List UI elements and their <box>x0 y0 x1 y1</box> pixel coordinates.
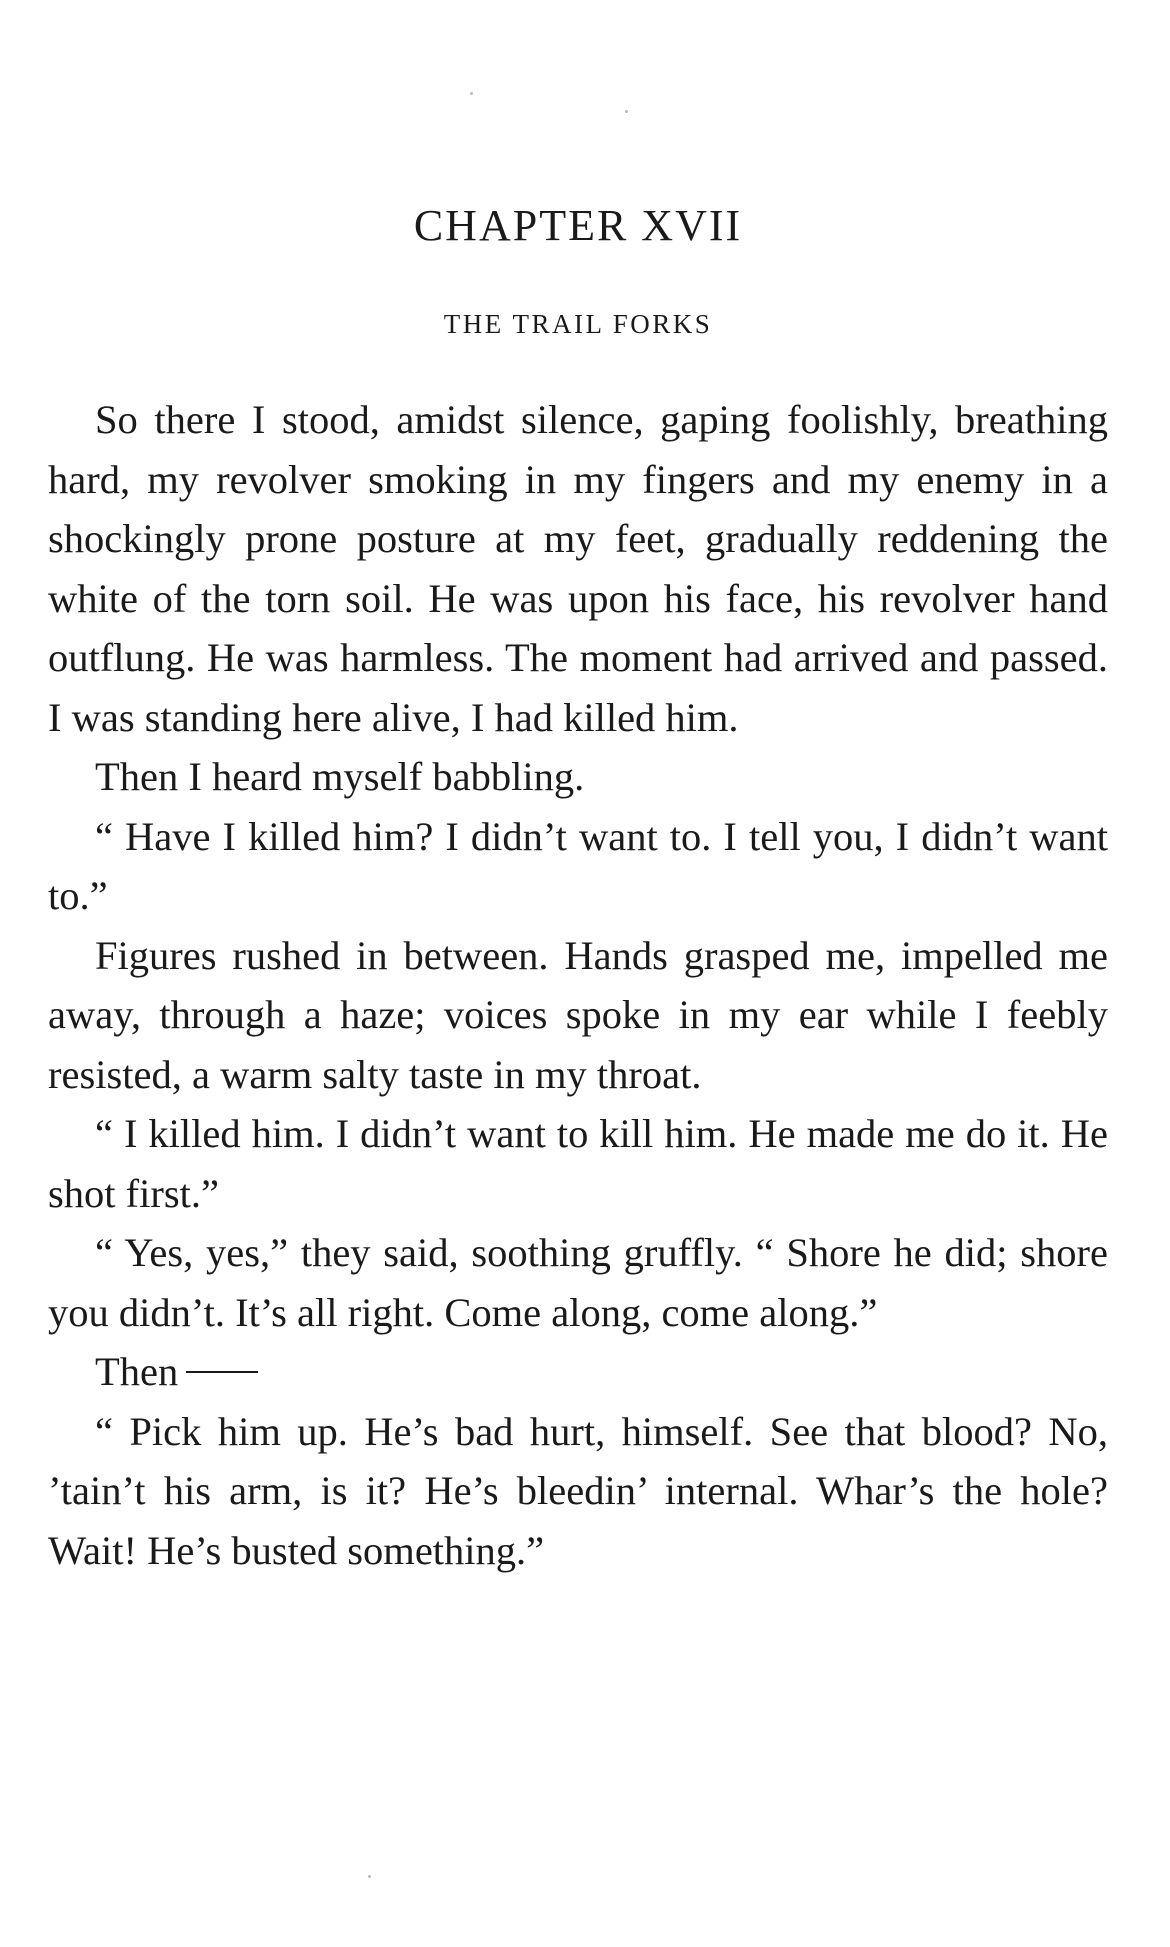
paragraph: “ Pick him up. He’s bad hurt, himself. See that blood? No, ’tain’t his arm, is it? He’s bleedin’ internal. Whar’s the hole? Wait! He’s busted something.” <box>48 1408 1108 1573</box>
paragraph: “ Have I killed him? I didn’t want to. I tell you, I didn’t want to.” <box>48 813 1108 918</box>
paragraph: “ Yes, yes,” they said, soothing gruffly. “ Shore he did; shore you didn’t. It’s all right. Come along, come along.” <box>48 1230 1108 1335</box>
scan-speck <box>368 1875 371 1878</box>
paragraph-then-text: Then <box>95 1349 179 1394</box>
em-dash-rule <box>186 1371 258 1373</box>
chapter-number: CHAPTER XVII <box>413 201 743 250</box>
paragraph: So there I stood, amidst silence, gaping foolishly, breathing hard, my revolver smoking in my fingers and my enemy in a shockingly prone posture at my feet, gradually reddening the white of the torn soil. He was upon his face, his revolver hand outflung. He was harmless. The moment had arrived and passed. I was standing here alive, I had killed him. <box>48 397 1108 740</box>
scan-speck <box>625 110 628 113</box>
chapter-title: THE TRAIL FORKS <box>443 309 713 339</box>
chapter-body <box>48 390 1108 1580</box>
paragraph: Figures rushed in between. Hands grasped me, impelled me away, through a haze; voices spoke in my ear while I feebly resisted, a warm salty taste in my throat. <box>48 932 1108 1097</box>
paragraph: “ I killed him. I didn’t want to kill him. He made me do it. He shot first.” <box>48 1111 1108 1216</box>
paragraph: Then I heard myself babbling. <box>95 754 585 799</box>
scan-speck <box>470 92 473 95</box>
paragraph-then <box>48 1342 1108 1402</box>
book-page <box>48 0 1108 1947</box>
